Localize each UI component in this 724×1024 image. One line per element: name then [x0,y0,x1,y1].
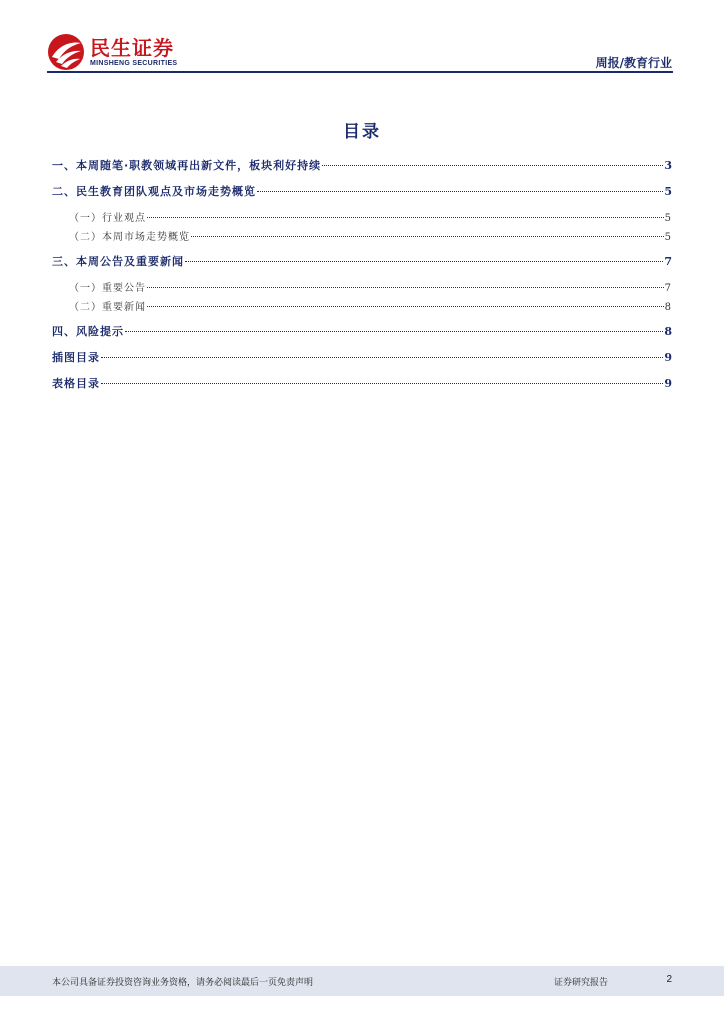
company-logo [47,33,177,71]
toc-entry-page: 5 [664,213,672,224]
toc-entry-section-1[interactable] [52,157,672,173]
toc-entry-page: 3 [664,159,672,172]
footer-report-type: 证券研究报告 [554,978,609,988]
toc-entry-label: 表格目录 [52,377,100,390]
page-header [0,0,724,80]
minsheng-logo-icon [47,33,85,71]
report-category: 周报/教育行业 [595,56,672,70]
dot-leader [322,164,663,166]
logo-english-name: MINSHENG SECURITIES [90,59,178,67]
dot-leader [147,305,664,307]
toc-entry-table-index[interactable] [52,375,672,391]
toc-entry-page: 7 [664,255,672,268]
dot-leader [185,260,663,262]
toc-entry-page: 5 [664,185,672,198]
dot-leader [101,356,663,358]
toc-entry-label: 一、本周随笔·职教领域再出新文件，板块利好持续 [52,159,322,172]
footer-disclaimer: 本公司具备证券投资咨询业务资格，请务必阅读最后一页免责声明 [52,978,314,988]
toc-entry-page: 9 [664,351,672,364]
toc-entry-page: 9 [664,377,672,390]
page-number: 2 [666,974,672,985]
dot-leader [191,235,664,237]
dot-leader [147,286,664,288]
dot-leader [125,330,663,332]
dot-leader [147,216,664,218]
toc-entry-section-2-1[interactable] [52,209,672,223]
header-divider [47,71,673,73]
toc-entry-label: （一）行业观点 [69,213,146,224]
toc-entry-label: 三、本周公告及重要新闻 [52,255,184,268]
page-footer [0,966,724,996]
dot-leader [101,382,663,384]
toc-entry-page: 7 [664,283,672,294]
toc-entry-section-2-2[interactable] [52,228,672,242]
toc-entry-label: （二）本周市场走势概览 [69,232,190,243]
dot-leader [257,190,663,192]
toc-entry-page: 8 [664,302,672,313]
table-of-contents [52,157,672,401]
toc-entry-label: 四、风险提示 [52,325,124,338]
toc-entry-section-3-1[interactable] [52,279,672,293]
toc-entry-section-4[interactable] [52,323,672,339]
toc-title: 目录 [343,122,381,142]
toc-entry-figure-index[interactable] [52,349,672,365]
toc-entry-page: 5 [664,232,672,243]
logo-chinese-name: 民生证券 [90,35,174,60]
toc-entry-section-3-2[interactable] [52,298,672,312]
toc-entry-label: 二、民生教育团队观点及市场走势概览 [52,185,256,198]
toc-entry-label: （二）重要新闻 [69,302,146,313]
toc-entry-label: 插图目录 [52,351,100,364]
toc-entry-label: （一）重要公告 [69,283,146,294]
toc-entry-section-2[interactable] [52,183,672,199]
toc-entry-section-3[interactable] [52,253,672,269]
toc-entry-page: 8 [664,325,672,338]
